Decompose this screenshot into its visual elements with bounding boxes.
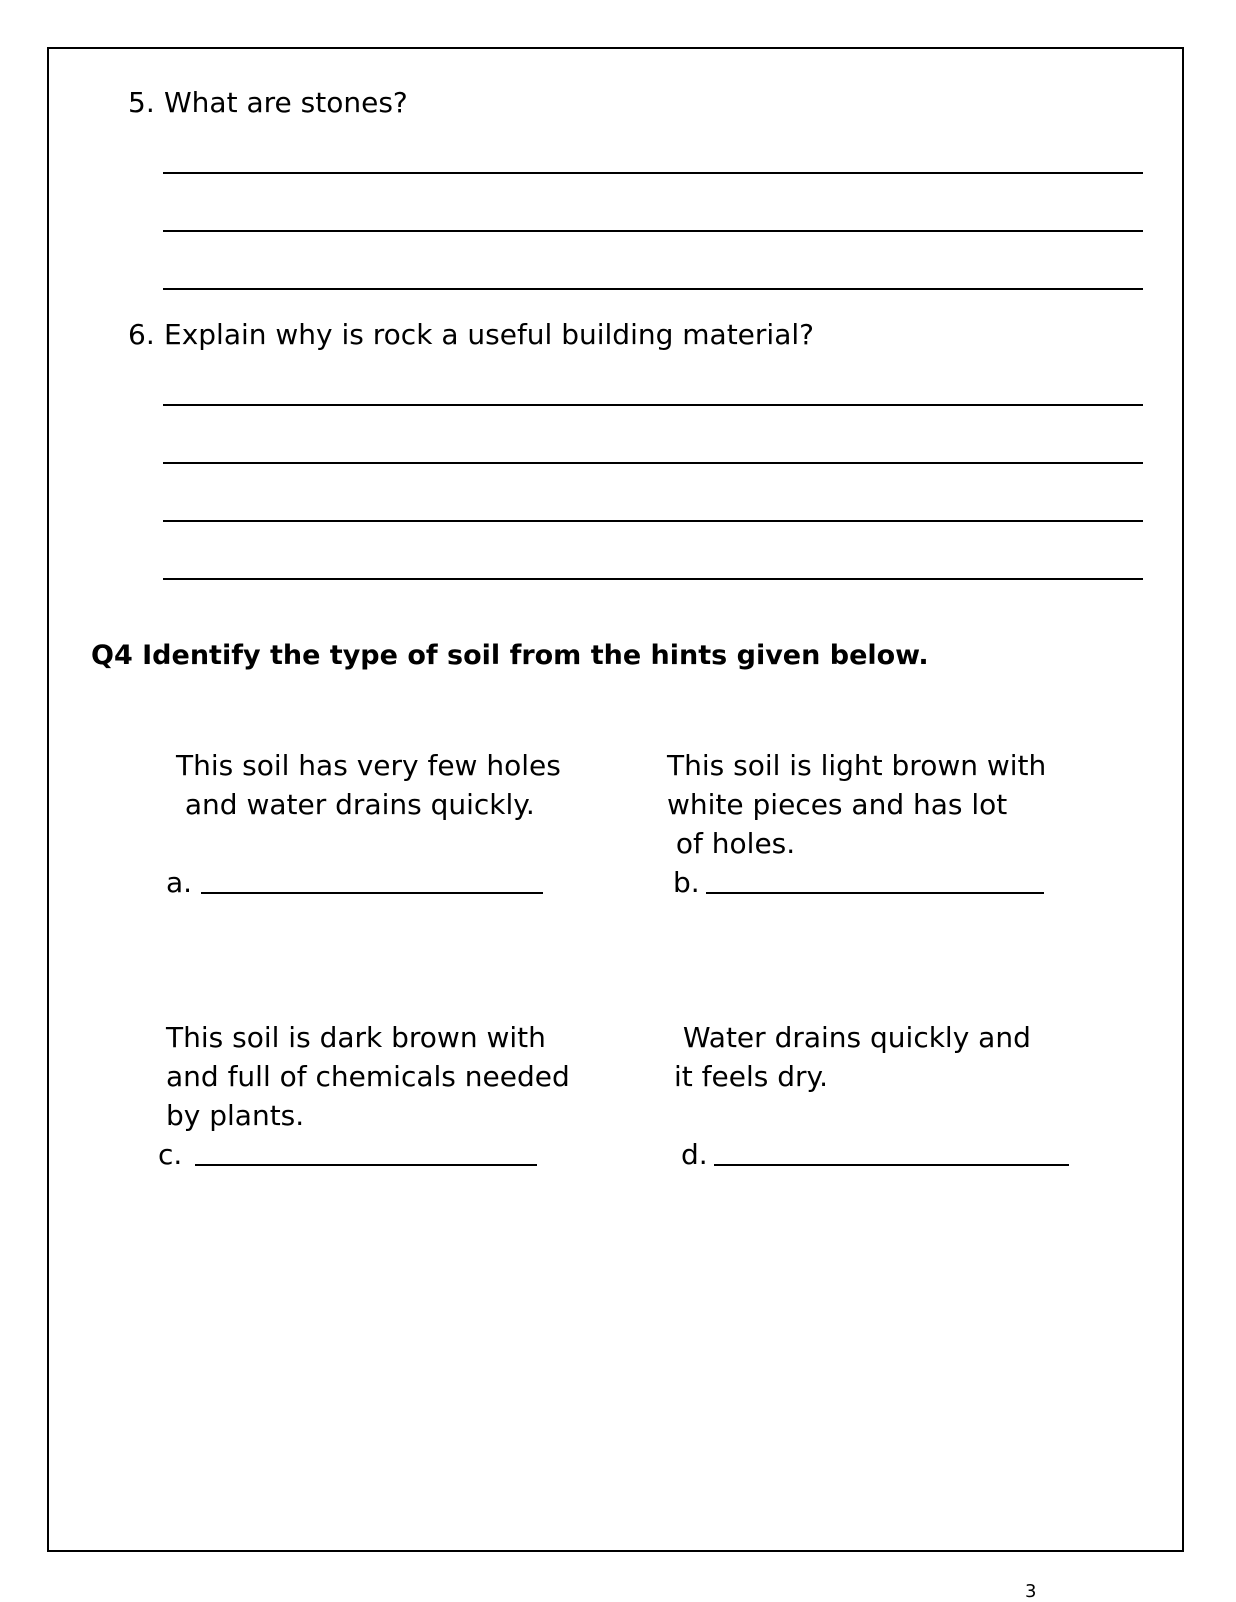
answer-blank-c[interactable]: [195, 1164, 537, 1166]
hint-d-label: d.: [681, 1138, 708, 1171]
hint-b-text: This soil is light brown with white pieces and has lot of holes.: [667, 749, 1047, 860]
answer-line[interactable]: [163, 578, 1143, 580]
question-5-text: What are stones?: [164, 86, 408, 119]
answer-line[interactable]: [163, 288, 1143, 290]
answer-blank-a[interactable]: [201, 892, 543, 894]
answer-line[interactable]: [163, 230, 1143, 232]
question-5-number: 5.: [128, 86, 155, 119]
question-5: [128, 86, 408, 120]
hint-c-text: This soil is dark brown with and full of chemicals needed by plants.: [166, 1021, 570, 1132]
section-heading: Q4 Identify the type of soil from the hints given below.: [91, 640, 929, 671]
answer-blank-d[interactable]: [714, 1164, 1069, 1166]
hint-c-label: c.: [158, 1138, 183, 1171]
answer-line[interactable]: [163, 172, 1143, 174]
hint-d-text: Water drains quickly and it feels dry.: [674, 1021, 1031, 1093]
hint-a-label: a.: [166, 866, 193, 899]
page-number: 3: [1025, 1581, 1037, 1602]
question-6-number: 6.: [128, 318, 155, 351]
answer-line[interactable]: [163, 520, 1143, 522]
answer-line[interactable]: [163, 404, 1143, 406]
question-6-text: Explain why is rock a useful building material?: [164, 318, 815, 351]
hint-b-label: b.: [673, 866, 700, 899]
answer-line[interactable]: [163, 462, 1143, 464]
hint-a-text: This soil has very few holes and water drains quickly.: [176, 749, 561, 821]
answer-blank-b[interactable]: [706, 892, 1044, 894]
question-6: [128, 318, 814, 352]
